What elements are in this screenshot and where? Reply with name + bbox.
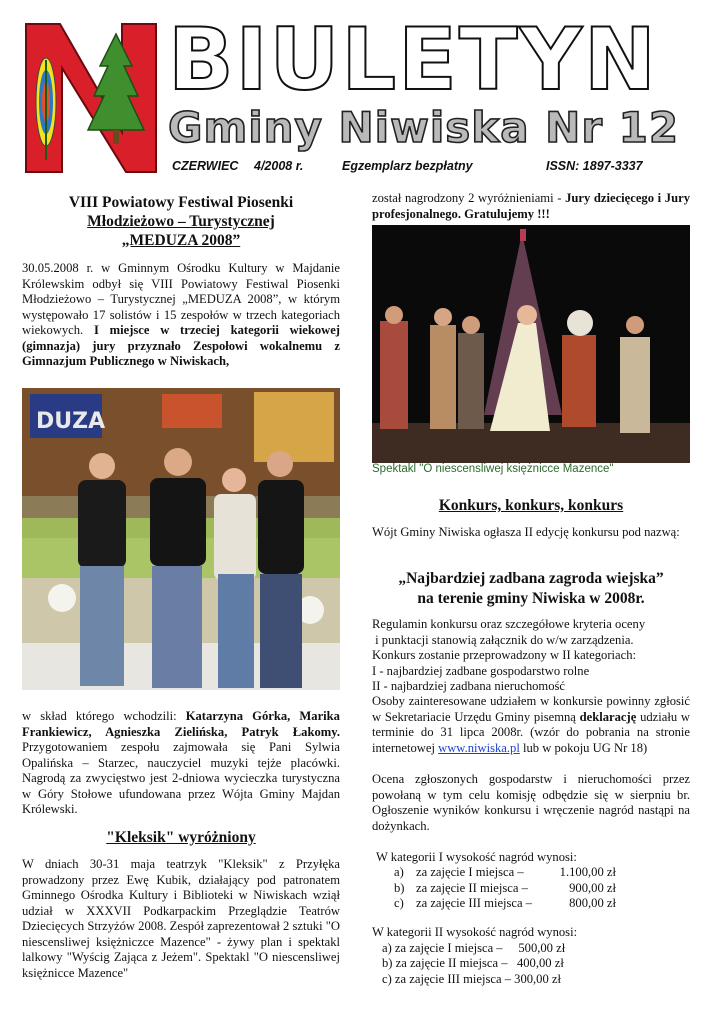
niwiska-website-link[interactable]: www.niwiska.pl: [438, 740, 520, 755]
category2-prize-row: b) za zajęcie II miejsca – 400,00 zł: [382, 956, 564, 970]
members-names: Katarzyna Górka, Marika Frankiewicz, Agnieszka Zielińska, Patryk Łakomy.: [22, 709, 340, 739]
category2-prize-row: c) za zajęcie III miejsca – 300,00 zł: [382, 971, 562, 986]
category1-prizes: [394, 865, 616, 912]
bulletin-title: BIULETYN: [168, 10, 658, 110]
category1-prize-row: [394, 896, 616, 912]
rules-line-4: I - najbardziej zadbane gospodarstwo rolne: [372, 663, 590, 678]
stage-photo-caption: Spektakl "O niescensliwej księżnicce Mazence": [372, 463, 614, 475]
kleksik-cont-bold: Jury dziecięcego i Jury profesjonalnego. Gratulujemy !!!: [372, 191, 690, 221]
prize-label: za zajęcie III miejsca –: [416, 896, 533, 910]
kleksik-paragraph: W dniach 30-31 maja teatrzyk "Kleksik" z Przyłęka prowadzony przez Ewę Kubik, działający pod patronatem Gminnego Ośrodka Kultury i Biblioteki w Niwiskach wziął udział w XXXVII Podkarpackim Przeglądzie Teatrów Dziecięcych Strzyżów 2008. Zespół zaprezentował 2 sztuki "O niescensliwej księżniczce Mazence" - żywy plan i spektakl lalkowy "Wyścig Zająca z Jeżem". Spektakl "O niescensliwej księżnicce Mazence": [22, 857, 340, 980]
festival-group-photo: [22, 388, 340, 690]
issue-edition: Egzemplarz bezpłatny: [342, 159, 473, 173]
rules-line-2: i punktacji stanowią załącznik do w/w zarządzenia.: [372, 632, 634, 647]
festival-heading-line1: VIII Powiatowy Festiwal Piosenki: [68, 194, 294, 211]
category2-prize-row: a) za zajęcie I miejsca – 500,00 zł: [382, 940, 566, 955]
rules-line-1: Regulamin konkursu oraz szczegółowe kryteria oceny: [372, 617, 646, 631]
members-lead: w skład którego wchodzili:: [22, 709, 177, 723]
issue-line: [172, 157, 692, 175]
prize-amount: 800,00 zł: [569, 896, 616, 910]
apply-declaration: deklarację: [579, 709, 637, 724]
apply-text-d: lub w pokoju UG Nr 18): [523, 740, 648, 755]
category1-prize-row: [394, 881, 616, 897]
category2-prizes: [372, 925, 672, 987]
kleksik-cont-plain: został nagrodzony 2 wyróżnieniami -: [372, 191, 562, 205]
festival-award-text: I miejsce w trzeciej kategorii wiekowej (gimnazja) jury przyznało Zespołowi wokalnemu z Gimnazjum Publicznego w Niwiskach,: [22, 323, 340, 368]
festival-members-paragraph: [22, 709, 340, 818]
kleksik-continuation: [372, 191, 690, 222]
category1-intro: W kategorii I wysokość nagród wynosi:: [376, 850, 577, 864]
contest-title: [372, 569, 690, 609]
gmina-logo: [22, 20, 162, 176]
rules-line-5: II - najbardziej zadbana nieruchomość: [372, 679, 566, 693]
theatre-stage-photo: [372, 225, 690, 463]
contest-title-line2: na terenie gminy Niwiska w 2008r.: [417, 590, 645, 607]
prize-marker: b): [394, 880, 405, 895]
prize-label: za zajęcie II miejsca –: [416, 880, 528, 895]
category1-prize-row: [394, 865, 616, 881]
festival-text: 30.05.2008 r. w Gminnym Ośrodku Kultury w Majdanie Królewskim odbył się VIII Powiatowy Festiwal Piosenki Młodzieżowo – Turystycznej „MEDUZA 2008”, w którym występowało 17 solistów i 15 zespołów w trzech kategoriach wiekowych.: [22, 261, 340, 337]
festival-heading-line3: „MEDUZA 2008”: [121, 232, 241, 249]
contest-intro: Wójt Gminy Niwiska ogłasza II edycję konkursu pod nazwą:: [372, 525, 680, 539]
issue-month: CZERWIEC: [172, 159, 239, 173]
festival-heading-line2: Młodzieżowo – Turystycznej: [87, 213, 275, 230]
contest-rules: [372, 617, 690, 695]
contest-application: [372, 694, 690, 756]
apply-text-a: Osoby zainteresowane udziałem w konkursie powinny zgłosić w Sekretariacie Urzędu Gminy pisemną: [372, 694, 690, 724]
contest-heading: Konkurs, konkurs, konkurs: [438, 497, 624, 514]
issue-issn: ISSN: 1897-3337: [546, 159, 643, 173]
prize-label: za zajęcie I miejsca –: [416, 865, 524, 879]
contest-title-line1: „Najbardziej zadbana zagroda wiejska”: [398, 570, 664, 587]
issue-number: 4/2008 r.: [254, 159, 304, 173]
bulletin-subtitle: Gminy Niwiska Nr 12: [168, 103, 680, 152]
festival-paragraph: [22, 261, 340, 370]
prize-marker: a): [394, 865, 404, 879]
kleksik-heading: "Kleksik" wyróżniony: [106, 829, 256, 846]
category2-intro: W kategorii II wysokość nagród wynosi:: [372, 925, 578, 939]
prize-amount: 900,00 zł: [569, 880, 616, 895]
prize-marker: c): [394, 896, 404, 910]
contest-evaluation: Ocena zgłoszonych gospodarstw i nieruchomości przez powołaną w tym celu komisję odbędzie się w sierpniu br. Ogłoszenie wyników konkursu i wręczenie nagród nastąpi na dożynkach.: [372, 772, 690, 833]
prize-amount: 1.100,00 zł: [559, 865, 616, 879]
members-rest: Przygotowaniem zespołu zajmowała się Pani Sylwia Opalińska – Starzec, nauczyciel muzyki tejże placówki. Nagrodą za zwycięstwo jest 2-dniowa wycieczka turystyczna w Góry Stołowe ufundowana przez Wójta Gminy Majdan Królewski.: [22, 740, 340, 816]
festival-heading: [22, 193, 340, 250]
stage-banner-text: DUZA: [36, 409, 106, 434]
rules-line-3: Konkurs zostanie przeprowadzony w II kategoriach:: [372, 648, 637, 662]
apply-text-c: udziału w terminie do 31 lipca 2008r. (wzór do pobrania na stronie internetowej: [372, 709, 690, 755]
